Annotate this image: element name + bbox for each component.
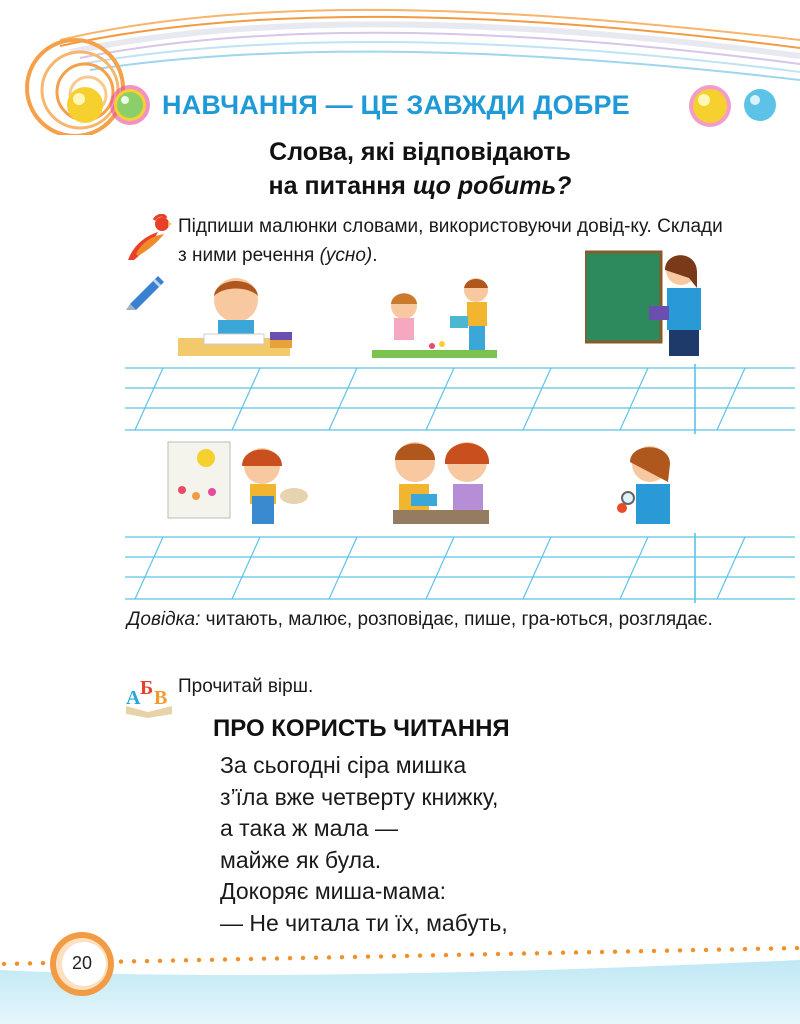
footer-dot	[652, 949, 656, 953]
footer-dot	[548, 951, 552, 955]
footer-dot	[418, 953, 422, 957]
footer-dot	[236, 957, 240, 961]
task-instruction: Підпиши малюнки словами, використовуючи довід-ку. Склади з ними речення (усно).	[178, 216, 723, 266]
footer-dot	[249, 957, 253, 961]
sun-ornament-icon	[67, 87, 103, 123]
footer-dot	[769, 946, 773, 950]
footer-dot	[483, 952, 487, 956]
section-title: НАВЧАННЯ — ЦЕ ЗАВЖДИ ДОБРЕ	[162, 90, 630, 120]
footer-dot	[522, 951, 526, 955]
footer-dot	[561, 951, 565, 955]
footer-dot	[275, 956, 279, 960]
footer-dot	[340, 955, 344, 959]
task-instruction-read: Прочитай вірш.	[178, 676, 314, 697]
footer-dot	[665, 949, 669, 953]
footer-dot	[132, 959, 136, 963]
footer-dot	[444, 953, 448, 957]
footer-dot	[210, 958, 214, 962]
footer-dot	[756, 947, 760, 951]
footer-dot	[327, 955, 331, 959]
svg-text:Б: Б	[140, 677, 154, 699]
footer-dot	[587, 950, 591, 954]
footer-dot	[626, 949, 630, 953]
footer-dot	[301, 956, 305, 960]
poem-line: майже як була.	[220, 846, 382, 873]
footer-dot	[405, 954, 409, 958]
footer-dot	[730, 947, 734, 951]
footer-dot	[743, 947, 747, 951]
footer-dot	[639, 949, 643, 953]
footer-dot	[574, 950, 578, 954]
footer-dot	[171, 958, 175, 962]
footer-dot	[509, 952, 513, 956]
footer-decoration	[0, 930, 800, 1024]
footer-dot	[15, 962, 19, 966]
footer-dot	[353, 955, 357, 959]
footer-dot	[41, 961, 45, 965]
footer-dot	[2, 962, 6, 966]
footer-dot	[184, 958, 188, 962]
footer-dot	[496, 952, 500, 956]
bird-icon	[124, 214, 172, 264]
footer-dot	[535, 951, 539, 955]
footer-dot	[600, 950, 604, 954]
topic-title: Слова, які відповідають	[269, 138, 571, 166]
footer-dot	[717, 947, 721, 951]
footer-dot	[223, 957, 227, 961]
footer-dot	[691, 948, 695, 952]
footer-dot	[457, 953, 461, 957]
footer-dot	[366, 954, 370, 958]
svg-text:В: В	[154, 687, 168, 709]
kids-gardening-picture	[372, 272, 497, 358]
sun-ornament-icon	[689, 85, 731, 127]
poem-line: з’їла вже четверту книжку,	[220, 783, 499, 810]
boy-writing-picture	[178, 270, 298, 358]
hint-text: Довідка: читають, малює, розповідає, пише, гра-ються, розглядає.	[127, 609, 713, 630]
footer-dot	[197, 958, 201, 962]
footer-dot	[288, 956, 292, 960]
footer-dot	[613, 950, 617, 954]
footer-dot	[795, 946, 799, 950]
writing-lines[interactable]	[125, 533, 795, 603]
poem-text	[220, 750, 508, 939]
kids-reading-together-picture	[383, 436, 501, 528]
poem-line: — Не читала ти їх, мабуть,	[220, 909, 508, 936]
girl-painting-picture	[166, 440, 310, 526]
footer-dot	[28, 961, 32, 965]
footer-dot	[782, 946, 786, 950]
svg-text:А: А	[126, 687, 141, 709]
footer-dot	[470, 952, 474, 956]
footer-dot	[158, 959, 162, 963]
poem-line: Докоряє миша-мама:	[220, 878, 447, 904]
footer-dot	[119, 959, 123, 963]
ball-ornament-icon	[744, 89, 776, 121]
footer-dot	[314, 956, 318, 960]
alphabet-book-icon	[124, 676, 174, 718]
footer-dot	[678, 948, 682, 952]
footer-dot	[704, 948, 708, 952]
footer-dot	[379, 954, 383, 958]
poem-line: За сьогодні сіра мишка	[220, 752, 467, 778]
poem-title: ПРО КОРИСТЬ ЧИТАННЯ	[213, 715, 510, 742]
topic-title-line2: на питання що робить?	[268, 172, 572, 200]
teacher-reading-picture	[585, 248, 713, 358]
footer-dot	[392, 954, 396, 958]
footer-dot	[145, 959, 149, 963]
footer-dot	[262, 957, 266, 961]
footer-dot	[431, 953, 435, 957]
poem-line: а така ж мала —	[220, 815, 398, 841]
pen-icon	[124, 270, 166, 310]
flower-ornament-icon	[110, 85, 150, 125]
girl-with-magnifier-picture	[612, 438, 680, 528]
writing-lines[interactable]	[125, 364, 795, 434]
page-number: 20	[71, 953, 93, 973]
